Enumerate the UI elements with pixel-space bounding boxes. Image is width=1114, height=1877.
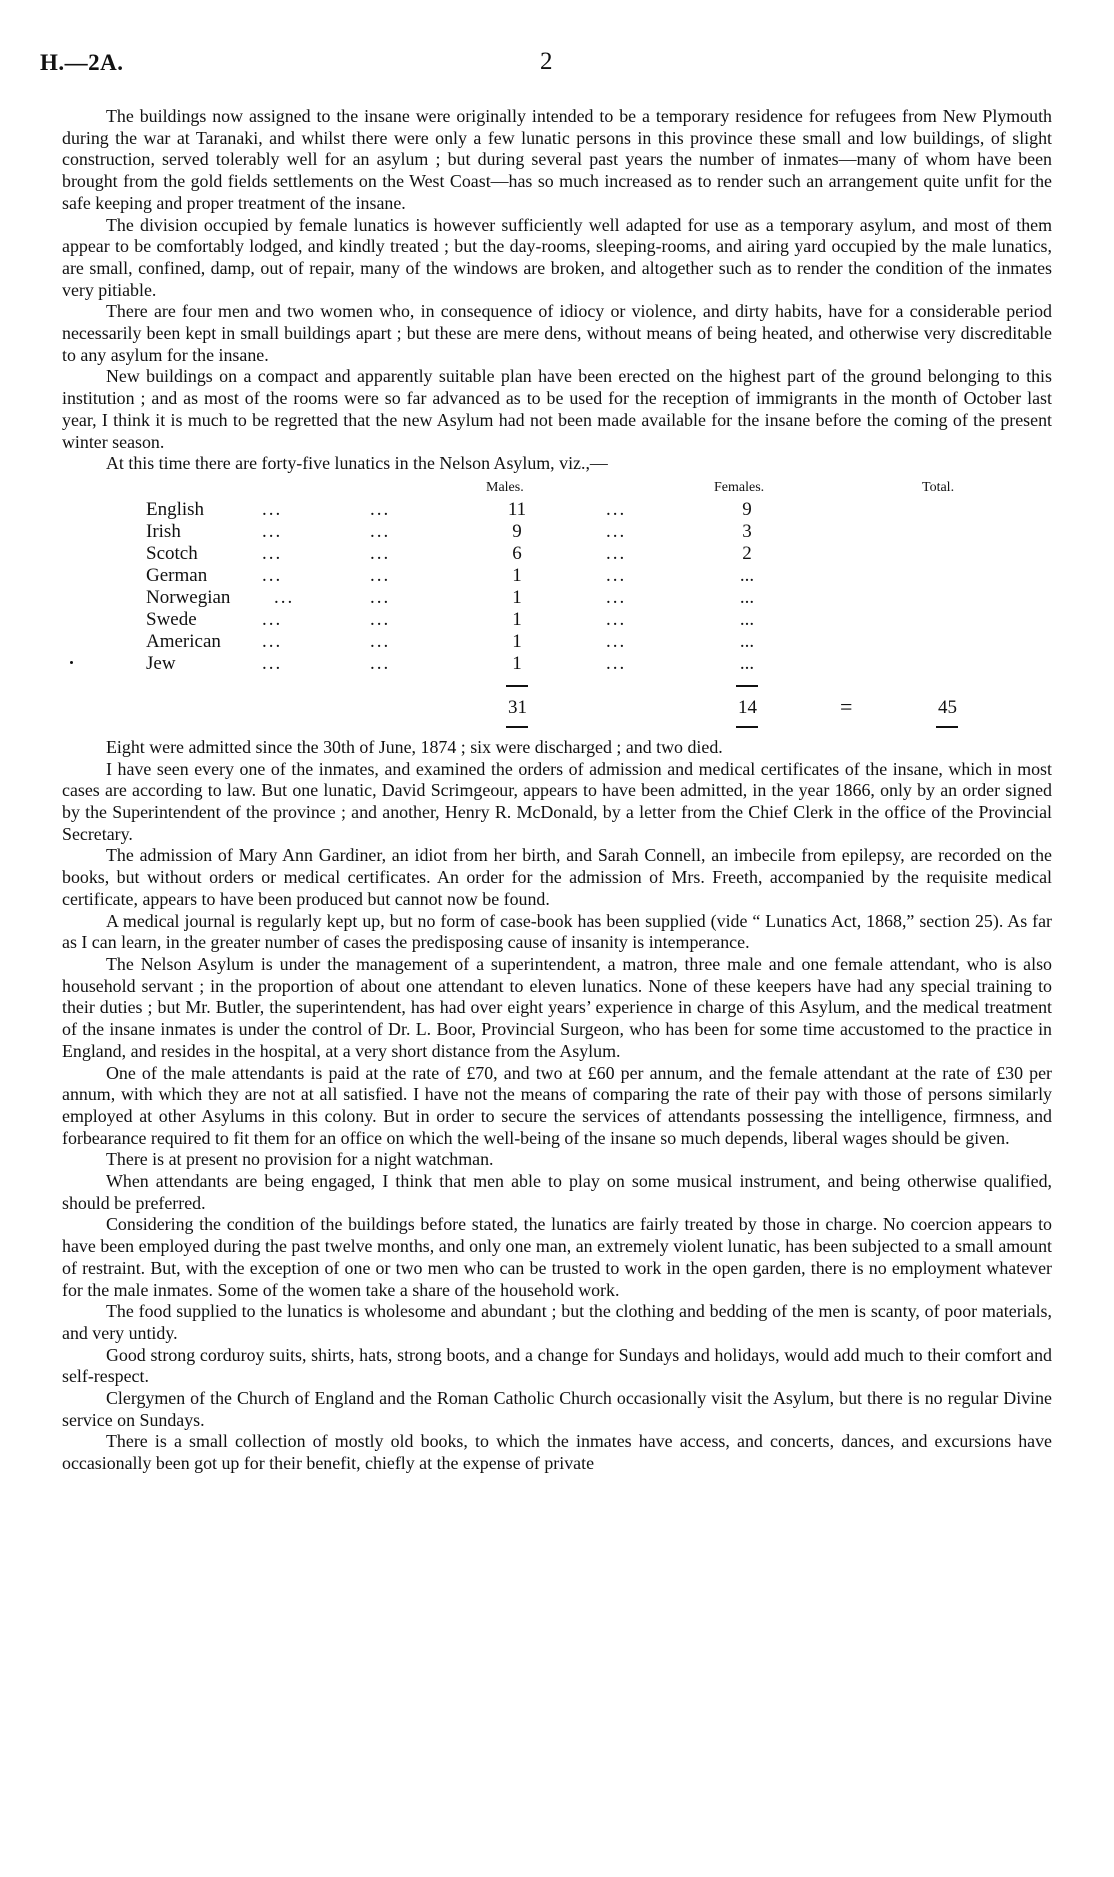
header-total: Total. — [922, 479, 955, 495]
paragraph: There is at present no provision for a night watchman. — [106, 1149, 494, 1170]
paragraph: The food supplied to the lunatics is wholesome and abundant ; but the clothing and bedding of the men is scanty, of poor materials, and very untidy. — [62, 1301, 1052, 1343]
paragraph: I have seen every one of the inmates, and examined the orders of admission and medical certificates of the insane, which in most cases are according to law. But one lunatic, David Scrimgeour, appears to have been admitted, in the year 1866, only by an order signed by the Superintendent of the province ; and another, Henry R. McDonald, by a letter from the Chief Clerk in the office of the Provincial Secretary. — [62, 758, 1052, 844]
row-females: 3 — [742, 520, 752, 542]
leader-dots: ... — [606, 652, 627, 674]
paragraph: The Nelson Asylum is under the management of a superintendent, a matron, three male and one female attendant, who is also household servant ; in the proportion of about one attendant to eleven lunatics. None of these keepers have had any special training to their duties ; but Mr. Butler, the superintendent, has had over eight years’ experience in charge of this Asylum, and the medical treatment of the insane inmates is under the control of Dr. L. Boor, Provincial Surgeon, who has been for some time accustomed to the practice in England, and resides in the hospital, at a very short distance from the Asylum. — [62, 953, 1052, 1061]
row-females: ... — [739, 630, 755, 652]
sum-rule — [506, 685, 528, 687]
leader-dots: ... — [262, 564, 283, 586]
row-males: 1 — [512, 608, 522, 630]
leader-dots: ... — [274, 586, 295, 608]
row-name: English — [146, 498, 205, 520]
leader-dots: ... — [262, 498, 283, 520]
document-body — [62, 106, 1052, 1475]
leader-dots: ... — [370, 542, 391, 564]
leader-dots: ... — [606, 564, 627, 586]
paragraph: The admission of Mary Ann Gardiner, an idiot from her birth, and Sarah Connell, an imbecile from epilepsy, are recorded on the books, but without orders or medical certificates. An order for the admission of Mrs. Freeth, accompanied by the requisite medical certificate, appears to have been produced but cannot now be found. — [62, 845, 1052, 909]
header-males: Males. — [486, 479, 524, 495]
row-males: 9 — [512, 520, 522, 542]
header-females: Females. — [714, 479, 765, 495]
total-rule — [936, 726, 958, 728]
row-males: 1 — [512, 652, 522, 674]
row-females: 2 — [742, 542, 752, 564]
row-name: American — [146, 630, 221, 652]
paragraph: One of the male attendants is paid at the rate of £70, and two at £60 per annum, and the female attendant at the rate of £30 per annum, with which they are not at all satisfied. I have not the means of comparing the rate of their pay with those of persons similarly employed at other Asylums in this colony. But in order to secure the services of attendants possessing the intelligence, firmness, and forbearance required to fit them for an office on which the well-being of the insane so much depends, liberal wages should be given. — [62, 1062, 1052, 1148]
total-rule — [736, 726, 758, 728]
leader-dots: ... — [370, 564, 391, 586]
row-males: 11 — [507, 498, 527, 520]
row-name: Jew — [146, 652, 176, 674]
paragraph: New buildings on a compact and apparently suitable plan have been erected on the highest part of the ground belonging to this institution ; and as most of the rooms were so far advanced as to be used for the reception of immigrants in the month of October last year, I think it is much to be regretted that the new Asylum had not been made available for the insane before the coming of the present winter season. — [62, 366, 1052, 452]
grand-total: 45 — [938, 696, 957, 718]
leader-dots: ... — [262, 630, 283, 652]
table-row — [62, 653, 1052, 675]
row-name: Norwegian — [146, 586, 231, 608]
lunatics-table — [62, 475, 1052, 737]
leader-dots: ... — [262, 652, 283, 674]
paragraph: There is a small collection of mostly old books, to which the inmates have access, and concerts, dances, and excursions have occasionally been got up for their benefit, chiefly at the expense of private — [62, 1431, 1052, 1474]
paragraph: The buildings now assigned to the insane were originally intended to be a temporary residence for refugees from New Plymouth during the war at Taranaki, and whilst there were only a few lunatic persons in this province these small and low buildings, of slight construction, served tolerably well for an asylum ; but during several past years the number of inmates—many of whom have been brought from the gold fields settlements on the West Coast—has so much increased as to render such an arrangement quite unfit for the safe keeping and proper treatment of the insane. — [62, 106, 1052, 213]
paragraph: Good strong corduroy suits, shirts, hats, strong boots, and a change for Sundays and holidays, would add much to their comfort and self-respect. — [62, 1344, 1052, 1387]
paragraph: When attendants are being engaged, I think that men able to play on some musical instrument, and being otherwise qualified, should be preferred. — [62, 1171, 1052, 1213]
paragraph: Eight were admitted since the 30th of June, 1874 ; six were discharged ; and two died. — [106, 736, 723, 757]
row-males: 6 — [512, 542, 522, 564]
row-males: 1 — [512, 586, 522, 608]
leader-dots: ... — [606, 630, 627, 652]
leader-dots: ... — [262, 520, 283, 542]
leader-dots: ... — [370, 652, 391, 674]
table-row — [62, 631, 1052, 653]
table-row — [62, 521, 1052, 543]
sum-rule — [736, 685, 758, 687]
stray-mark — [70, 661, 73, 664]
document-reference: H.—2A. — [40, 50, 124, 75]
leader-dots: ... — [370, 498, 391, 520]
leader-dots: ... — [606, 608, 627, 630]
leader-dots: ... — [606, 542, 627, 564]
row-females: ... — [739, 652, 755, 674]
leader-dots: ... — [606, 586, 627, 608]
row-name: Irish — [146, 520, 181, 542]
total-males: 31 — [508, 696, 527, 718]
row-name: Swede — [146, 608, 197, 630]
paragraph: A medical journal is regularly kept up, but no form of case-book has been supplied (vide “ Lunatics Act, 1868,” section 25). As far as I can learn, in the greater number of cases the predisposing cause of insanity is intemperance. — [62, 910, 1052, 953]
leader-dots: ... — [370, 630, 391, 652]
paragraph: There are four men and two women who, in consequence of idiocy or violence, and dirty habits, have for a considerable period necessarily been kept in small buildings apart ; but these are mere dens, without means of being heated, and otherwise very discreditable to any asylum for the insane. — [62, 301, 1052, 365]
row-females: ... — [739, 564, 755, 586]
leader-dots: ... — [262, 542, 283, 564]
row-females: ... — [739, 608, 755, 630]
paragraph: Considering the condition of the buildings before stated, the lunatics are fairly treated by those in charge. No coercion appears to have been employed during the past twelve months, and only one man, an extremely violent lunatic, has been subjected to a small amount of restraint. But, with the exception of one or two men who can be trusted to work in the open garden, there is no employment whatever for the male inmates. Some of the women take a share of the household work. — [62, 1214, 1052, 1300]
paragraph: The division occupied by female lunatics is however sufficiently well adapted for use as a temporary asylum, and most of them appear to be comfortably lodged, and kindly treated ; but the day-rooms, sleeping-rooms, and airing yard occupied by the male lunatics, are small, confined, damp, out of repair, many of the windows are broken, and altogether such as to render the condition of the inmates very pitiable. — [62, 214, 1052, 300]
leader-dots: ... — [262, 608, 283, 630]
table-row — [62, 543, 1052, 565]
leader-dots: ... — [370, 608, 391, 630]
leader-dots: ... — [370, 520, 391, 542]
table-row — [62, 499, 1052, 521]
table-row — [62, 609, 1052, 631]
equals-sign: = — [840, 693, 853, 719]
paragraph: Clergymen of the Church of England and the Roman Catholic Church occasionally visit the Asylum, but there is no regular Divine service on Sundays. — [62, 1388, 1052, 1430]
table-row — [62, 565, 1052, 587]
total-rule — [506, 726, 528, 728]
page-number: 2 — [540, 48, 553, 75]
row-females: ... — [739, 586, 755, 608]
row-females: 9 — [742, 498, 752, 520]
table-row — [62, 587, 1052, 609]
total-females: 14 — [738, 696, 757, 718]
row-name: Scotch — [146, 542, 198, 564]
leader-dots: ... — [606, 520, 627, 542]
leader-dots: ... — [606, 498, 627, 520]
row-males: 1 — [512, 630, 522, 652]
row-males: 1 — [512, 564, 522, 586]
paragraph: At this time there are forty-five lunatics in the Nelson Asylum, viz.,— — [106, 453, 608, 474]
row-name: German — [146, 564, 208, 586]
leader-dots: ... — [370, 586, 391, 608]
